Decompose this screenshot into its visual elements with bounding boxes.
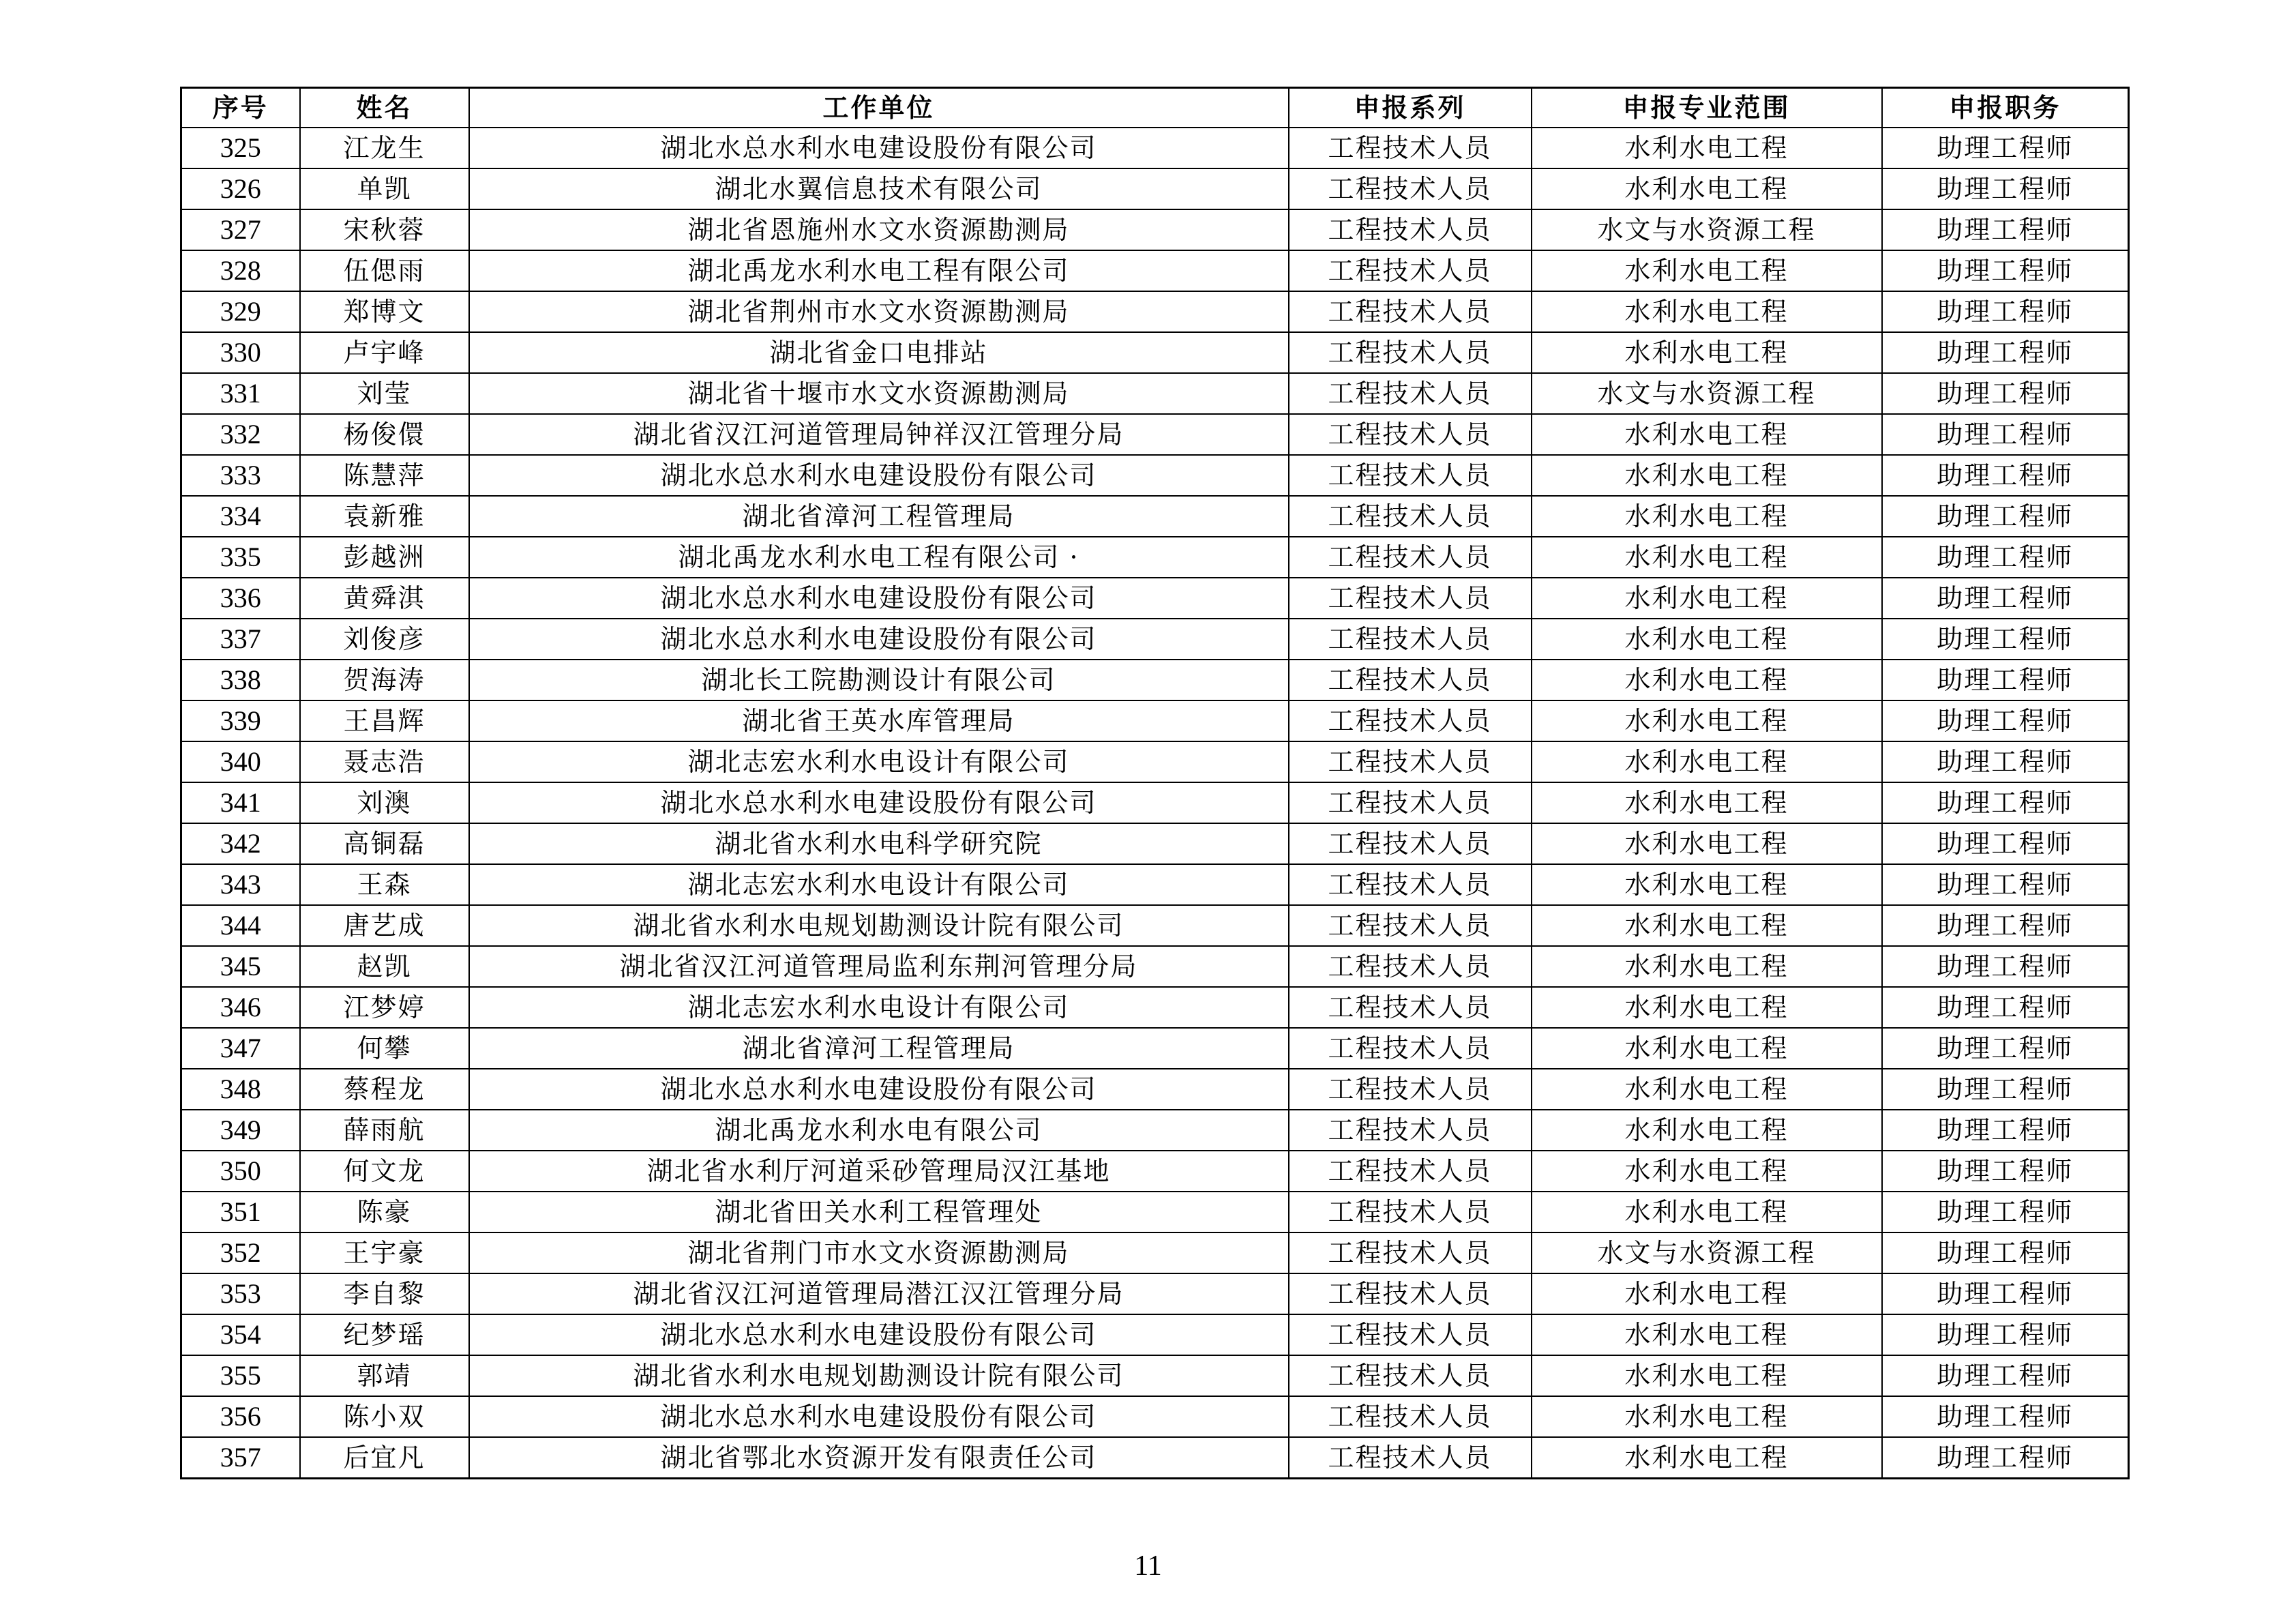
position-cell: 助理工程师	[1882, 578, 2129, 619]
name-cell: 单凯	[300, 168, 469, 209]
serial-number-cell: 343	[181, 864, 300, 905]
name-cell: 蔡程龙	[300, 1069, 469, 1110]
application-series-cell: 工程技术人员	[1289, 1396, 1532, 1437]
table-row	[181, 1192, 2129, 1232]
work-unit-cell: 湖北水总水利水电建设股份有限公司	[469, 1396, 1289, 1437]
table-row	[181, 987, 2129, 1028]
specialty-scope-cell: 水利水电工程	[1532, 1355, 1882, 1396]
specialty-scope-cell: 水利水电工程	[1532, 168, 1882, 209]
serial-number-cell: 356	[181, 1396, 300, 1437]
work-unit-cell: 湖北省王英水库管理局	[469, 700, 1289, 741]
application-series-cell: 工程技术人员	[1289, 1151, 1532, 1192]
work-unit-cell: 湖北省汉江河道管理局监利东荆河管理分局	[469, 946, 1289, 987]
application-series-cell: 工程技术人员	[1289, 1028, 1532, 1069]
table-row	[181, 1273, 2129, 1314]
table-row	[181, 537, 2129, 578]
specialty-scope-cell: 水利水电工程	[1532, 250, 1882, 291]
name-cell: 宋秋蓉	[300, 209, 469, 250]
specialty-scope-cell: 水利水电工程	[1532, 823, 1882, 864]
table-row	[181, 496, 2129, 537]
application-series-cell: 工程技术人员	[1289, 1437, 1532, 1479]
table-row	[181, 905, 2129, 946]
specialty-scope-cell: 水利水电工程	[1532, 741, 1882, 782]
specialty-scope-cell: 水利水电工程	[1532, 291, 1882, 332]
name-cell: 纪梦瑶	[300, 1314, 469, 1355]
serial-number-cell: 329	[181, 291, 300, 332]
application-series-cell: 工程技术人员	[1289, 373, 1532, 414]
work-unit-cell: 湖北长工院勘测设计有限公司	[469, 660, 1289, 700]
position-cell: 助理工程师	[1882, 1110, 2129, 1151]
application-series-cell: 工程技术人员	[1289, 741, 1532, 782]
application-series-cell: 工程技术人员	[1289, 905, 1532, 946]
serial-number-cell: 337	[181, 619, 300, 660]
specialty-scope-cell: 水利水电工程	[1532, 1273, 1882, 1314]
application-series-cell: 工程技术人员	[1289, 578, 1532, 619]
header-work-unit: 工作单位	[469, 88, 1289, 128]
specialty-scope-cell: 水利水电工程	[1532, 946, 1882, 987]
table-row	[181, 291, 2129, 332]
serial-number-cell: 335	[181, 537, 300, 578]
header-serial-number: 序号	[181, 88, 300, 128]
name-cell: 杨俊儇	[300, 414, 469, 455]
table-row	[181, 332, 2129, 373]
serial-number-cell: 350	[181, 1151, 300, 1192]
specialty-scope-cell: 水利水电工程	[1532, 128, 1882, 168]
position-cell: 助理工程师	[1882, 1314, 2129, 1355]
table-row	[181, 128, 2129, 168]
table-row	[181, 250, 2129, 291]
specialty-scope-cell: 水利水电工程	[1532, 782, 1882, 823]
position-cell: 助理工程师	[1882, 209, 2129, 250]
work-unit-cell: 湖北水总水利水电建设股份有限公司	[469, 619, 1289, 660]
work-unit-cell: 湖北省漳河工程管理局	[469, 1028, 1289, 1069]
name-cell: 何文龙	[300, 1151, 469, 1192]
specialty-scope-cell: 水利水电工程	[1532, 905, 1882, 946]
application-series-cell: 工程技术人员	[1289, 414, 1532, 455]
position-cell: 助理工程师	[1882, 619, 2129, 660]
position-cell: 助理工程师	[1882, 660, 2129, 700]
specialty-scope-cell: 水利水电工程	[1532, 1069, 1882, 1110]
application-series-cell: 工程技术人员	[1289, 291, 1532, 332]
work-unit-cell: 湖北水总水利水电建设股份有限公司	[469, 455, 1289, 496]
table-row	[181, 455, 2129, 496]
table-row	[181, 700, 2129, 741]
name-cell: 刘澳	[300, 782, 469, 823]
application-series-cell: 工程技术人员	[1289, 496, 1532, 537]
work-unit-cell: 湖北志宏水利水电设计有限公司	[469, 987, 1289, 1028]
application-series-cell: 工程技术人员	[1289, 700, 1532, 741]
header-specialty-scope: 申报专业范围	[1532, 88, 1882, 128]
name-cell: 伍偲雨	[300, 250, 469, 291]
specialty-scope-cell: 水利水电工程	[1532, 700, 1882, 741]
serial-number-cell: 352	[181, 1232, 300, 1273]
work-unit-cell: 湖北省十堰市水文水资源勘测局	[469, 373, 1289, 414]
table-row	[181, 414, 2129, 455]
application-series-cell: 工程技术人员	[1289, 332, 1532, 373]
serial-number-cell: 330	[181, 332, 300, 373]
name-cell: 高铜磊	[300, 823, 469, 864]
work-unit-cell: 湖北省漳河工程管理局	[469, 496, 1289, 537]
position-cell: 助理工程师	[1882, 1151, 2129, 1192]
header-row	[181, 88, 2129, 128]
work-unit-cell: 湖北省恩施州水文水资源勘测局	[469, 209, 1289, 250]
specialty-scope-cell: 水利水电工程	[1532, 1314, 1882, 1355]
specialty-scope-cell: 水文与水资源工程	[1532, 373, 1882, 414]
serial-number-cell: 326	[181, 168, 300, 209]
serial-number-cell: 357	[181, 1437, 300, 1479]
table-header	[181, 88, 2129, 128]
header-name: 姓名	[300, 88, 469, 128]
table-row	[181, 864, 2129, 905]
serial-number-cell: 355	[181, 1355, 300, 1396]
application-series-cell: 工程技术人员	[1289, 987, 1532, 1028]
specialty-scope-cell: 水利水电工程	[1532, 1396, 1882, 1437]
table-row	[181, 1110, 2129, 1151]
work-unit-cell: 湖北禹龙水利水电有限公司	[469, 1110, 1289, 1151]
position-cell: 助理工程师	[1882, 864, 2129, 905]
name-cell: 卢宇峰	[300, 332, 469, 373]
name-cell: 陈豪	[300, 1192, 469, 1232]
application-series-cell: 工程技术人员	[1289, 1314, 1532, 1355]
name-cell: 王森	[300, 864, 469, 905]
position-cell: 助理工程师	[1882, 128, 2129, 168]
work-unit-cell: 湖北省金口电排站	[469, 332, 1289, 373]
application-series-cell: 工程技术人员	[1289, 1069, 1532, 1110]
specialty-scope-cell: 水利水电工程	[1532, 1151, 1882, 1192]
name-cell: 刘俊彦	[300, 619, 469, 660]
applicant-table	[180, 87, 2130, 1479]
serial-number-cell: 332	[181, 414, 300, 455]
position-cell: 助理工程师	[1882, 700, 2129, 741]
work-unit-cell: 湖北省水利水电规划勘测设计院有限公司	[469, 1355, 1289, 1396]
position-cell: 助理工程师	[1882, 987, 2129, 1028]
application-series-cell: 工程技术人员	[1289, 128, 1532, 168]
work-unit-cell: 湖北省田关水利工程管理处	[469, 1192, 1289, 1232]
table-row	[181, 168, 2129, 209]
application-series-cell: 工程技术人员	[1289, 782, 1532, 823]
application-series-cell: 工程技术人员	[1289, 209, 1532, 250]
specialty-scope-cell: 水利水电工程	[1532, 864, 1882, 905]
name-cell: 何攀	[300, 1028, 469, 1069]
application-series-cell: 工程技术人员	[1289, 946, 1532, 987]
name-cell: 李自黎	[300, 1273, 469, 1314]
specialty-scope-cell: 水利水电工程	[1532, 578, 1882, 619]
table-row	[181, 1437, 2129, 1479]
table-row	[181, 782, 2129, 823]
position-cell: 助理工程师	[1882, 1028, 2129, 1069]
work-unit-cell: 湖北禹龙水利水电工程有限公司	[469, 250, 1289, 291]
specialty-scope-cell: 水利水电工程	[1532, 332, 1882, 373]
table-row	[181, 823, 2129, 864]
position-cell: 助理工程师	[1882, 1273, 2129, 1314]
serial-number-cell: 354	[181, 1314, 300, 1355]
serial-number-cell: 340	[181, 741, 300, 782]
application-series-cell: 工程技术人员	[1289, 1110, 1532, 1151]
position-cell: 助理工程师	[1882, 332, 2129, 373]
position-cell: 助理工程师	[1882, 1232, 2129, 1273]
name-cell: 后宜凡	[300, 1437, 469, 1479]
work-unit-cell: 湖北省汉江河道管理局钟祥汉江管理分局	[469, 414, 1289, 455]
work-unit-cell: 湖北水总水利水电建设股份有限公司	[469, 1314, 1289, 1355]
position-cell: 助理工程师	[1882, 946, 2129, 987]
name-cell: 王昌辉	[300, 700, 469, 741]
position-cell: 助理工程师	[1882, 414, 2129, 455]
application-series-cell: 工程技术人员	[1289, 1273, 1532, 1314]
application-series-cell: 工程技术人员	[1289, 168, 1532, 209]
position-cell: 助理工程师	[1882, 537, 2129, 578]
work-unit-cell: 湖北省水利水电规划勘测设计院有限公司	[469, 905, 1289, 946]
serial-number-cell: 331	[181, 373, 300, 414]
position-cell: 助理工程师	[1882, 373, 2129, 414]
specialty-scope-cell: 水利水电工程	[1532, 455, 1882, 496]
table-row	[181, 373, 2129, 414]
specialty-scope-cell: 水利水电工程	[1532, 660, 1882, 700]
serial-number-cell: 344	[181, 905, 300, 946]
application-series-cell: 工程技术人员	[1289, 660, 1532, 700]
serial-number-cell: 327	[181, 209, 300, 250]
table-row	[181, 1151, 2129, 1192]
table-row	[181, 1069, 2129, 1110]
specialty-scope-cell: 水利水电工程	[1532, 1110, 1882, 1151]
name-cell: 唐艺成	[300, 905, 469, 946]
application-series-cell: 工程技术人员	[1289, 537, 1532, 578]
serial-number-cell: 325	[181, 128, 300, 168]
position-cell: 助理工程师	[1882, 782, 2129, 823]
table-row	[181, 1232, 2129, 1273]
page-number: 11	[1134, 1550, 1162, 1582]
specialty-scope-cell: 水利水电工程	[1532, 1028, 1882, 1069]
serial-number-cell: 351	[181, 1192, 300, 1232]
work-unit-cell: 湖北志宏水利水电设计有限公司	[469, 741, 1289, 782]
specialty-scope-cell: 水文与水资源工程	[1532, 1232, 1882, 1273]
name-cell: 郑博文	[300, 291, 469, 332]
specialty-scope-cell: 水利水电工程	[1532, 987, 1882, 1028]
position-cell: 助理工程师	[1882, 823, 2129, 864]
specialty-scope-cell: 水利水电工程	[1532, 1192, 1882, 1232]
name-cell: 贺海涛	[300, 660, 469, 700]
serial-number-cell: 341	[181, 782, 300, 823]
header-application-series: 申报系列	[1289, 88, 1532, 128]
table-row	[181, 946, 2129, 987]
work-unit-cell: 湖北省水利水电科学研究院	[469, 823, 1289, 864]
work-unit-cell: 湖北水总水利水电建设股份有限公司	[469, 578, 1289, 619]
work-unit-cell: 湖北水总水利水电建设股份有限公司	[469, 128, 1289, 168]
name-cell: 聂志浩	[300, 741, 469, 782]
table-row	[181, 1355, 2129, 1396]
position-cell: 助理工程师	[1882, 1355, 2129, 1396]
name-cell: 江梦婷	[300, 987, 469, 1028]
table-body	[181, 128, 2129, 1479]
serial-number-cell: 342	[181, 823, 300, 864]
table-row	[181, 660, 2129, 700]
specialty-scope-cell: 水利水电工程	[1532, 1437, 1882, 1479]
name-cell: 黄舜淇	[300, 578, 469, 619]
serial-number-cell: 339	[181, 700, 300, 741]
name-cell: 陈小双	[300, 1396, 469, 1437]
work-unit-cell: 湖北省荆门市水文水资源勘测局	[469, 1232, 1289, 1273]
serial-number-cell: 348	[181, 1069, 300, 1110]
position-cell: 助理工程师	[1882, 1437, 2129, 1479]
position-cell: 助理工程师	[1882, 1069, 2129, 1110]
position-cell: 助理工程师	[1882, 905, 2129, 946]
position-cell: 助理工程师	[1882, 168, 2129, 209]
serial-number-cell: 349	[181, 1110, 300, 1151]
serial-number-cell: 345	[181, 946, 300, 987]
position-cell: 助理工程师	[1882, 1192, 2129, 1232]
serial-number-cell: 346	[181, 987, 300, 1028]
application-series-cell: 工程技术人员	[1289, 1232, 1532, 1273]
work-unit-cell: 湖北水翼信息技术有限公司	[469, 168, 1289, 209]
serial-number-cell: 328	[181, 250, 300, 291]
table-row	[181, 741, 2129, 782]
serial-number-cell: 347	[181, 1028, 300, 1069]
specialty-scope-cell: 水文与水资源工程	[1532, 209, 1882, 250]
work-unit-cell: 湖北水总水利水电建设股份有限公司	[469, 782, 1289, 823]
serial-number-cell: 353	[181, 1273, 300, 1314]
application-series-cell: 工程技术人员	[1289, 250, 1532, 291]
name-cell: 江龙生	[300, 128, 469, 168]
position-cell: 助理工程师	[1882, 291, 2129, 332]
name-cell: 王宇豪	[300, 1232, 469, 1273]
position-cell: 助理工程师	[1882, 1396, 2129, 1437]
application-series-cell: 工程技术人员	[1289, 864, 1532, 905]
position-cell: 助理工程师	[1882, 455, 2129, 496]
name-cell: 薛雨航	[300, 1110, 469, 1151]
name-cell: 陈慧萍	[300, 455, 469, 496]
serial-number-cell: 334	[181, 496, 300, 537]
application-series-cell: 工程技术人员	[1289, 455, 1532, 496]
serial-number-cell: 333	[181, 455, 300, 496]
table-row	[181, 1314, 2129, 1355]
table-row	[181, 1396, 2129, 1437]
work-unit-cell: 湖北水总水利水电建设股份有限公司	[469, 1069, 1289, 1110]
name-cell: 彭越洲	[300, 537, 469, 578]
work-unit-cell: 湖北禹龙水利水电工程有限公司 ·	[469, 537, 1289, 578]
name-cell: 袁新雅	[300, 496, 469, 537]
name-cell: 赵凯	[300, 946, 469, 987]
work-unit-cell: 湖北志宏水利水电设计有限公司	[469, 864, 1289, 905]
position-cell: 助理工程师	[1882, 250, 2129, 291]
table-row	[181, 578, 2129, 619]
table-row	[181, 1028, 2129, 1069]
work-unit-cell: 湖北省荆州市水文水资源勘测局	[469, 291, 1289, 332]
specialty-scope-cell: 水利水电工程	[1532, 414, 1882, 455]
table-row	[181, 619, 2129, 660]
position-cell: 助理工程师	[1882, 496, 2129, 537]
application-series-cell: 工程技术人员	[1289, 619, 1532, 660]
specialty-scope-cell: 水利水电工程	[1532, 537, 1882, 578]
name-cell: 郭靖	[300, 1355, 469, 1396]
application-series-cell: 工程技术人员	[1289, 823, 1532, 864]
table-row	[181, 209, 2129, 250]
position-cell: 助理工程师	[1882, 741, 2129, 782]
work-unit-cell: 湖北省水利厅河道采砂管理局汉江基地	[469, 1151, 1289, 1192]
serial-number-cell: 338	[181, 660, 300, 700]
specialty-scope-cell: 水利水电工程	[1532, 496, 1882, 537]
application-series-cell: 工程技术人员	[1289, 1355, 1532, 1396]
work-unit-cell: 湖北省鄂北水资源开发有限责任公司	[469, 1437, 1289, 1479]
application-series-cell: 工程技术人员	[1289, 1192, 1532, 1232]
name-cell: 刘莹	[300, 373, 469, 414]
serial-number-cell: 336	[181, 578, 300, 619]
header-position: 申报职务	[1882, 88, 2129, 128]
work-unit-cell: 湖北省汉江河道管理局潜江汉江管理分局	[469, 1273, 1289, 1314]
specialty-scope-cell: 水利水电工程	[1532, 619, 1882, 660]
